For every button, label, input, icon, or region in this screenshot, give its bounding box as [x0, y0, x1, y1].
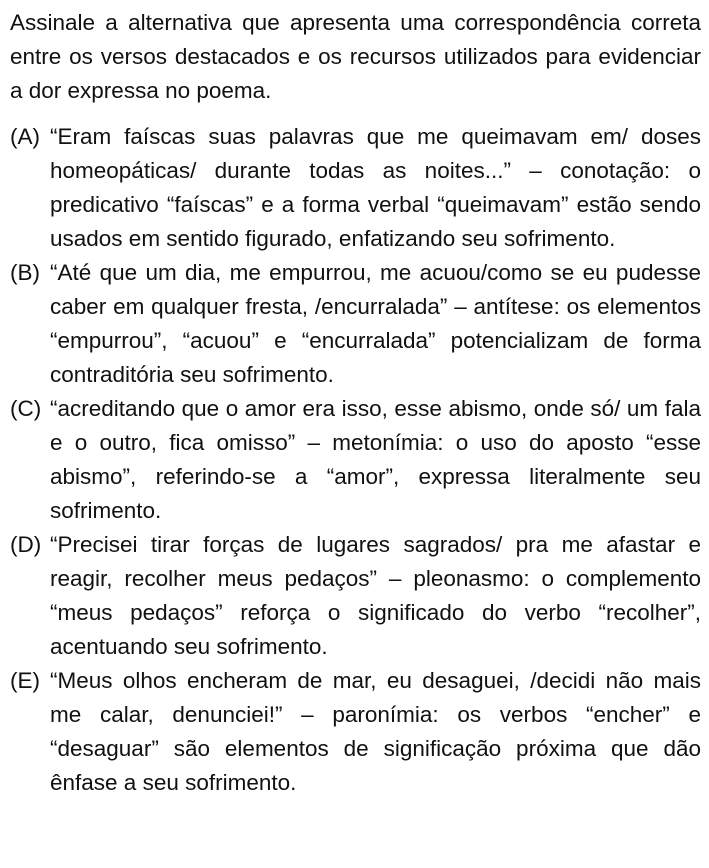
option-a[interactable] — [10, 120, 701, 256]
option-letter: (D) — [10, 532, 42, 557]
option-b[interactable] — [10, 256, 701, 392]
option-c[interactable] — [10, 392, 701, 528]
option-text: “Eram faíscas suas palavras que me queimavam em/ doses homeopáticas/ durante todas as noites...” – conotação: o predicativo “faíscas” e a forma verbal “queimavam” estão sendo usados em sentido figurado, enfatizando seu sofrimento. — [50, 124, 701, 251]
option-text: “Precisei tirar forças de lugares sagrados/ pra me afastar e reagir, recolher meus pedaços” – pleonasmo: o complemento “meus pedaços” reforça o significado do verbo “recolher”, acentuando seu sofrimento. — [50, 532, 701, 659]
question-stem: Assinale a alternativa que apresenta uma correspondência correta entre os versos destacados e os recursos utilizados para evidenciar a dor expressa no poema. — [10, 10, 701, 103]
option-text: “Até que um dia, me empurrou, me acuou/como se eu pudesse caber em qualquer fresta, /encurralada” – antítese: os elementos “empurrou”, “acuou” e “encurralada” potencializam de forma contraditória seu sofrimento. — [50, 260, 701, 387]
option-text: “acreditando que o amor era isso, esse abismo, onde só/ um fala e o outro, fica omisso” – metonímia: o uso do aposto “esse abismo”, referindo-se a “amor”, expressa literalmente seu sofrimento. — [50, 396, 701, 523]
option-letter: (E) — [10, 668, 40, 693]
option-letter: (A) — [10, 124, 40, 149]
option-text: “Meus olhos encheram de mar, eu desaguei, /decidi não mais me calar, denunciei!” – paronímia: os verbos “encher” e “desaguar” são elementos de significação próxima que dão ênfase a seu sofrimento. — [50, 668, 701, 795]
answer-options — [10, 120, 701, 800]
option-letter: (C) — [10, 396, 42, 421]
option-d[interactable] — [10, 528, 701, 664]
option-letter: (B) — [10, 260, 40, 285]
option-e[interactable] — [10, 664, 701, 800]
